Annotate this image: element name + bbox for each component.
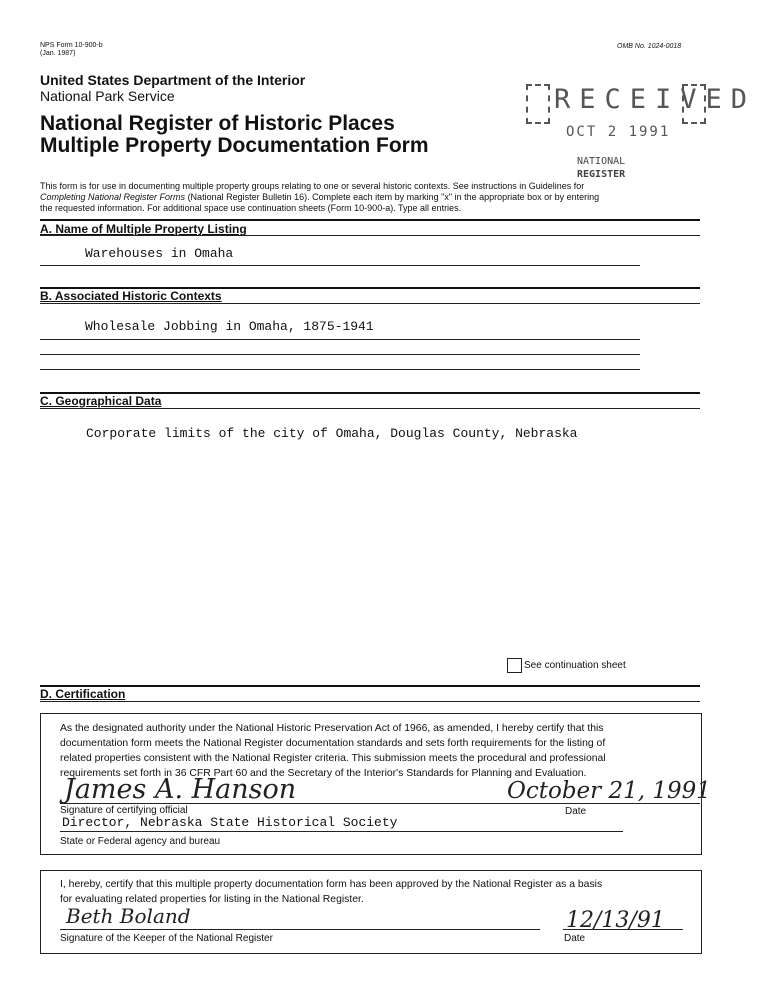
continuation-sheet-label: See continuation sheet	[524, 660, 626, 671]
form-date: (Jan. 1987)	[40, 50, 76, 57]
section-d-heading-rule	[40, 701, 700, 702]
keeper-date-handwritten: 12/13/91	[566, 908, 665, 933]
certifier-signature: James A. Hanson	[64, 774, 297, 805]
continuation-sheet-checkbox[interactable]	[507, 658, 522, 673]
stamp-register: REGISTER	[577, 169, 626, 180]
instructions-line3: the requested information. For additional space use continuation sheets (Form 10-900-a). Type all entries.	[40, 203, 462, 213]
section-a-heading-text: A. Name of Multiple Property Listing	[40, 222, 247, 236]
cert-line4: requirements set forth in 36 CFR Part 60 and the Secretary of the Interior's Standards for Planning and Evaluation.	[60, 768, 587, 779]
cert-line3: related properties consistent with the National Register criteria. This submission meets the procedural and professional	[60, 753, 606, 764]
section-b-heading	[40, 289, 222, 303]
instructions-line2	[40, 192, 720, 203]
keeper-signature: Beth Boland	[66, 904, 191, 928]
received-stamp-date: OCT 2 1991	[566, 124, 671, 140]
received-stamp	[524, 80, 757, 170]
section-d-heading-text: D. Certification	[40, 687, 126, 701]
agency-label: State or Federal agency and bureau	[60, 836, 221, 847]
section-b-line3	[40, 369, 640, 370]
official-title: Director, Nebraska State Historical Society	[62, 815, 398, 830]
section-b-heading-rule	[40, 303, 700, 304]
section-a-top-rule	[40, 219, 700, 221]
guidelines-title: Completing National Register Forms	[40, 192, 186, 202]
approval-line1: I, hereby, certify that this multiple property documentation form has been approved by the National Register as a basis	[60, 879, 603, 890]
instructions	[40, 181, 720, 214]
form-number: NPS Form 10-900-b	[40, 42, 103, 49]
keeper-date-label: Date	[564, 933, 586, 944]
service-name: National Park Service	[40, 88, 175, 104]
date-label: Date	[565, 806, 587, 817]
certifier-date-handwritten: October 21, 1991	[507, 778, 711, 804]
signature-label: Signature of certifying official	[60, 805, 188, 816]
received-stamp-text: RECEIVED	[554, 84, 757, 115]
stamp-national: NATIONAL	[577, 156, 626, 167]
section-a-value-line	[40, 265, 640, 266]
section-b-line1	[40, 339, 640, 340]
section-a-heading-rule	[40, 235, 700, 236]
department-name: United States Department of the Interior	[40, 72, 306, 88]
approval-line2: for evaluating related properties for listing in the National Register.	[60, 894, 364, 905]
cert-line1: As the designated authority under the National Historic Preservation Act of 1966, as amended, I hereby certify that this	[60, 723, 604, 734]
section-b-heading-text: B. Associated Historic Contexts	[40, 289, 222, 303]
section-d-heading	[40, 687, 125, 701]
section-d-top-rule	[40, 685, 700, 687]
approval-statement	[60, 877, 700, 907]
section-a-heading	[40, 222, 247, 236]
form-title-line2: Multiple Property Documentation Form	[40, 134, 429, 157]
agency-line	[60, 831, 623, 832]
geographical-data-value: Corporate limits of the city of Omaha, Douglas County, Nebraska	[86, 426, 578, 441]
certifier-signature-line	[60, 803, 700, 804]
section-c-heading	[40, 394, 161, 408]
instructions-line1: This form is for use in documenting multiple property groups relating to one or several historic contexts. See instructions in Guidelines for	[40, 181, 585, 191]
omb-number: OMB No. 1024-0018	[617, 43, 682, 50]
multiple-property-name: Warehouses in Omaha	[85, 246, 234, 261]
cert-line2: documentation form meets the National Register documentation standards and sets forth requirements for the listing of	[60, 738, 606, 749]
section-b-line2	[40, 354, 640, 355]
section-c-heading-rule	[40, 408, 700, 409]
certification-statement	[60, 721, 700, 781]
keeper-date-line	[563, 929, 683, 930]
form-title-line1: National Register of Historic Places	[40, 112, 395, 135]
section-c-heading-text: C. Geographical Data	[40, 394, 162, 408]
historic-context-value: Wholesale Jobbing in Omaha, 1875-1941	[85, 319, 374, 334]
instructions-line2-rest: (National Register Bulletin 16). Complete each item by marking "x" in the appropriate box or by entering	[185, 192, 600, 202]
keeper-label: Signature of the Keeper of the National Register	[60, 933, 273, 944]
keeper-signature-line	[60, 929, 540, 930]
